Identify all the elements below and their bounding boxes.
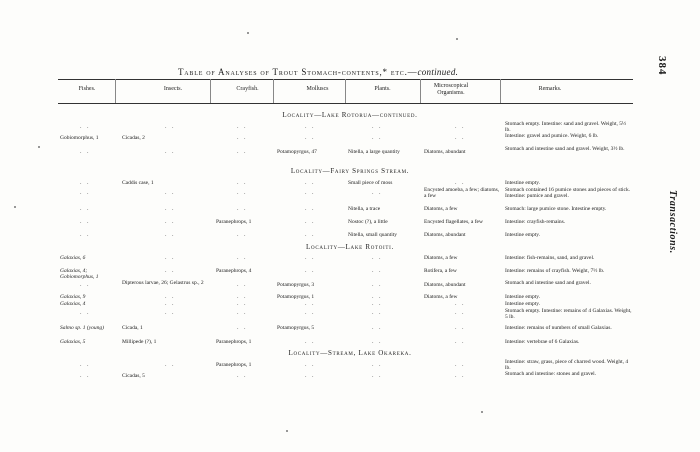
dot-leader: . . xyxy=(165,206,176,212)
dot-leader: . . xyxy=(372,282,383,288)
dot-leader: . . xyxy=(372,268,383,274)
dot-leader: . . xyxy=(165,124,176,130)
dot-leader: . . xyxy=(372,190,383,196)
insects-cell: Cicadas, 5 xyxy=(122,373,145,379)
dot-leader: . . xyxy=(80,180,91,186)
microscopical-cell: Encysted amoeba, a few; diatoms, a few xyxy=(424,187,500,200)
dot-leader: . . xyxy=(165,219,176,225)
plants-cell: Nitella, a large quantity xyxy=(348,149,400,155)
microscopical-cell: Diatoms, a few xyxy=(424,206,458,212)
dot-leader: . . xyxy=(237,180,248,186)
dot-leader: . . xyxy=(305,180,316,186)
crayfish-cell: Paranephrops, 4 xyxy=(216,268,252,274)
remarks-cell: Stomach and intestine sand and gravel. xyxy=(505,280,591,286)
column-divider xyxy=(115,79,116,103)
microscopical-cell: Diatoms, a few xyxy=(424,255,458,261)
dot-leader: . . xyxy=(237,124,248,130)
plants-cell: Nitella, a trace xyxy=(348,206,381,212)
scan-speck xyxy=(481,411,483,413)
molluscs-cell: Potamopyrgus, 47 xyxy=(277,149,317,155)
dot-leader: . . xyxy=(80,124,91,130)
remarks-cell: Stomach empty. Intestine: remains of 4 Galaxias. Weight, 5 lb. xyxy=(505,308,632,321)
microscopical-cell: Rotifera, a few xyxy=(424,268,457,274)
remarks-cell: Intestine empty. xyxy=(505,180,541,186)
header-fishes: Fishes. xyxy=(78,86,96,92)
table-title-main: Table of Analyses of Trout Stomach-contents,* etc.— xyxy=(178,67,418,77)
insects-cell: Cicada, 1 xyxy=(122,325,143,331)
remarks-cell: Stomach: large pumice stone. Intestine empty. xyxy=(505,206,607,212)
insects-cell: Cicadas, 2 xyxy=(122,135,145,141)
microscopical-cell: Diatoms, a few xyxy=(424,294,458,300)
dot-leader: . . xyxy=(455,325,466,331)
remarks-cell: Intestine empty. xyxy=(505,294,541,300)
header-insects: Insects. xyxy=(163,86,183,92)
crayfish-cell: Paranephrops, 1 xyxy=(216,362,252,368)
dot-leader: . . xyxy=(372,255,383,261)
dot-leader: . . xyxy=(165,310,176,316)
column-divider xyxy=(273,79,274,103)
dot-leader: . . xyxy=(237,373,248,379)
table-title-continued: continued. xyxy=(417,67,459,77)
dot-leader: . . xyxy=(80,149,91,155)
dot-leader: . . xyxy=(305,124,316,130)
crayfish-cell: Paranephrops, 1 xyxy=(216,339,252,345)
dot-leader: . . xyxy=(305,339,316,345)
dot-leader: . . xyxy=(372,124,383,130)
dot-leader: . . xyxy=(165,255,176,261)
scan-speck xyxy=(14,206,16,208)
dot-leader: . . xyxy=(305,190,316,196)
dot-leader: . . xyxy=(372,325,383,331)
locality-heading: Locality—Lake Rotorua—continued. xyxy=(282,111,418,119)
table-title xyxy=(178,67,458,77)
insects-cell: Caddis case, 1 xyxy=(122,180,154,186)
dot-leader: . . xyxy=(165,362,176,368)
dot-leader: . . xyxy=(165,232,176,238)
dot-leader: . . xyxy=(305,255,316,261)
remarks-cell: Intestine empty. xyxy=(505,232,541,238)
molluscs-cell: Potamopyrgus, 5 xyxy=(277,325,315,331)
dot-leader: . . xyxy=(305,362,316,368)
dot-leader: . . xyxy=(237,282,248,288)
column-divider xyxy=(210,79,211,103)
remarks-cell: Intestine: remains of crayfish. Weight, 7½ lb. xyxy=(505,268,605,274)
remarks-cell: Stomach contained 16 pumice stones and pieces of stick. Intestine: pumice and gravel. xyxy=(505,187,631,200)
header-molluscs: Molluscs xyxy=(306,86,329,92)
remarks-cell: Intestine: straw, grass, piece of charred wood. Weight, 4 lb. xyxy=(505,359,629,372)
molluscs-cell: Potamopyrgus, 3 xyxy=(277,282,315,288)
dot-leader: . . xyxy=(80,190,91,196)
column-divider xyxy=(500,79,501,103)
dot-leader: . . xyxy=(455,310,466,316)
dot-leader: . . xyxy=(165,301,176,307)
dot-leader: . . xyxy=(305,135,316,141)
microscopical-cell: Encysted flagellates, a few xyxy=(424,219,483,225)
dot-leader: . . xyxy=(237,190,248,196)
dot-leader: . . xyxy=(237,149,248,155)
dot-leader: . . xyxy=(80,310,91,316)
fishes-cell: Galaxias, 4 xyxy=(60,301,86,307)
remarks-cell: Stomach and intestine: stones and gravel. xyxy=(505,371,597,377)
header-microscopical-organisms: Microscopical Organisms. xyxy=(433,83,469,96)
fishes-cell: Galaxias, 6 xyxy=(60,255,86,261)
dot-leader: . . xyxy=(165,190,176,196)
remarks-cell: Intestine: crayfish-remains. xyxy=(505,219,566,225)
dot-leader: . . xyxy=(237,232,248,238)
dot-leader: . . xyxy=(237,135,248,141)
dot-leader: . . xyxy=(237,255,248,261)
scan-speck xyxy=(286,430,288,432)
dot-leader: . . xyxy=(80,373,91,379)
dot-leader: . . xyxy=(80,206,91,212)
column-divider xyxy=(345,79,346,103)
fishes-cell: Salmo sp. 1 (young) xyxy=(60,325,104,331)
remarks-cell: Intestine: gravel and pumice. Weight, 6 lb. xyxy=(505,133,599,139)
dot-leader: . . xyxy=(237,301,248,307)
dot-leader: . . xyxy=(165,149,176,155)
dot-leader: . . xyxy=(455,339,466,345)
fishes-cell: Galaxias, 4; Gobiomorphus, 1 xyxy=(60,268,99,281)
crayfish-cell: Paranephrops, 1 xyxy=(216,219,252,225)
dot-leader: . . xyxy=(165,294,176,300)
dot-leader: . . xyxy=(455,135,466,141)
locality-heading: Locality—Stream, Lake Okareka. xyxy=(288,349,412,357)
insects-cell: Millipede (?), 1 xyxy=(122,339,157,345)
dot-leader: . . xyxy=(305,301,316,307)
dot-leader: . . xyxy=(305,268,316,274)
dot-leader: . . xyxy=(305,232,316,238)
dot-leader: . . xyxy=(237,294,248,300)
dot-leader: . . xyxy=(455,301,466,307)
remarks-cell: Intestine empty. xyxy=(505,301,541,307)
remarks-cell: Intestine: remains of numbers of small Galaxias. xyxy=(505,325,612,331)
dot-leader: . . xyxy=(237,206,248,212)
remarks-cell: Intestine: fish-remains, sand, and gravel. xyxy=(505,255,595,261)
header-bottom-rule xyxy=(58,103,633,104)
header-plants: Plants. xyxy=(374,86,391,92)
microscopical-cell: Diatoms, abundant xyxy=(424,232,466,238)
dot-leader: . . xyxy=(305,373,316,379)
plants-cell: Nostoc (?), a little xyxy=(348,219,388,225)
scan-speck xyxy=(38,146,40,148)
remarks-cell: Stomach and intestine sand and gravel. Weight, 3½ lb. xyxy=(505,146,625,152)
running-side-title: Transactions. xyxy=(667,190,678,254)
dot-leader: . . xyxy=(372,362,383,368)
fishes-cell: Gobiomorphus, 1 xyxy=(60,135,99,141)
remarks-cell: Intestine: vertebrae of 6 Galaxias. xyxy=(505,339,580,345)
header-remarks: Remarks. xyxy=(538,86,562,92)
dot-leader: . . xyxy=(80,232,91,238)
dot-leader: . . xyxy=(372,339,383,345)
dot-leader: . . xyxy=(372,310,383,316)
dot-leader: . . xyxy=(372,294,383,300)
dot-leader: . . xyxy=(165,268,176,274)
fishes-cell: Galaxias, 5 xyxy=(60,339,86,345)
scan-speck xyxy=(247,32,249,34)
dot-leader: . . xyxy=(305,219,316,225)
dot-leader: . . xyxy=(372,373,383,379)
page-number: 384 xyxy=(656,56,668,76)
dot-leader: . . xyxy=(80,219,91,225)
locality-heading: Locality—Lake Rotoiti. xyxy=(306,243,394,251)
dot-leader: . . xyxy=(237,325,248,331)
dot-leader: . . xyxy=(455,180,466,186)
plants-cell: Small piece of moss xyxy=(348,180,393,186)
dot-leader: . . xyxy=(305,310,316,316)
molluscs-cell: Potamopyrgus, 1 xyxy=(277,294,315,300)
remarks-cell: Stomach empty. Intestine: sand and gravel. Weight, 5½ lb. xyxy=(505,121,627,134)
dot-leader: . . xyxy=(80,362,91,368)
dot-leader: . . xyxy=(455,373,466,379)
insects-cell: Dipterous larvae, 26; Gelastrus sp., 2 xyxy=(122,280,204,286)
header-crayfish: Crayfish. xyxy=(236,86,259,92)
dot-leader: . . xyxy=(237,310,248,316)
dot-leader: . . xyxy=(305,206,316,212)
dot-leader: . . xyxy=(372,135,383,141)
fishes-cell: Galaxias, 9 xyxy=(60,294,86,300)
dot-leader: . . xyxy=(372,301,383,307)
dot-leader: . . xyxy=(80,282,91,288)
microscopical-cell: Diatoms, abundant xyxy=(424,149,466,155)
scan-speck xyxy=(456,38,458,40)
dot-leader: . . xyxy=(455,362,466,368)
locality-heading: Locality—Fairy Springs Stream. xyxy=(290,167,410,175)
dot-leader: . . xyxy=(455,124,466,130)
microscopical-cell: Diatoms, abundant xyxy=(424,282,466,288)
column-divider xyxy=(420,79,421,103)
plants-cell: Nitella, small quantity xyxy=(348,232,398,238)
